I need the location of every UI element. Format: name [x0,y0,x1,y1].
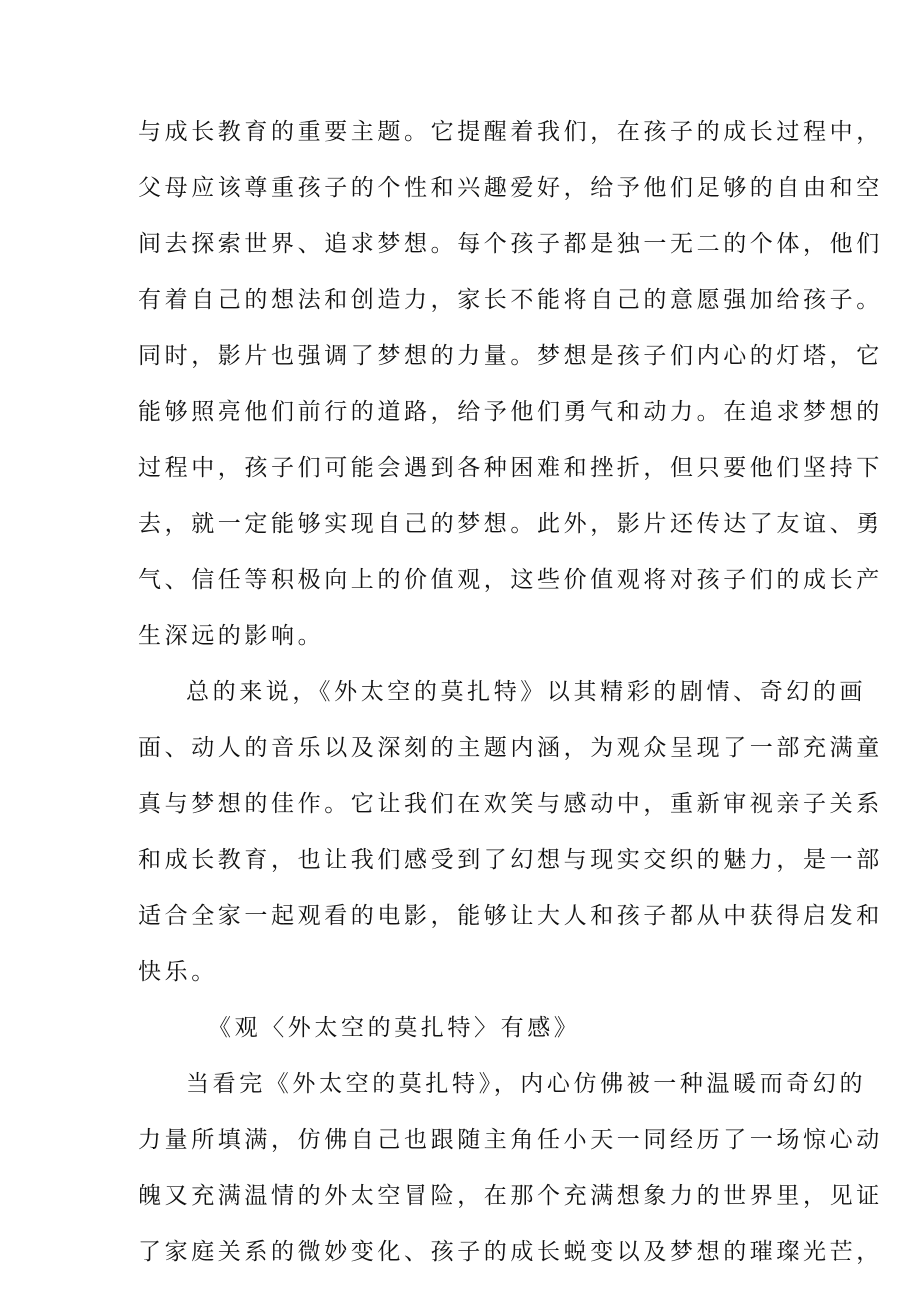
text-line: 适合全家一起观看的电影，能够让大人和孩子都从中获得启发和 [138,903,883,929]
text-line: 魄又充满温情的外太空冒险，在那个充满想象力的世界里，见证 [138,1183,883,1209]
text-line: 能够照亮他们前行的道路，给予他们勇气和动力。在追求梦想的 [138,399,883,425]
text-line: 父母应该尊重孩子的个性和兴趣爱好，给予他们足够的自由和空 [138,175,883,201]
text-line: 了家庭关系的微妙变化、孩子的成长蜕变以及梦想的璀璨光芒， [138,1239,883,1265]
text-line: 过程中，孩子们可能会遇到各种困难和挫折，但只要他们坚持下 [138,455,883,481]
paragraph-first-line: 当看完《外太空的莫扎特》，内心仿佛被一种温暖而奇幻的 [186,1071,867,1097]
text-line: 与成长教育的重要主题。它提醒着我们，在孩子的成长过程中， [138,119,883,145]
text-line: 和成长教育，也让我们感受到了幻想与现实交织的魅力，是一部 [138,847,883,873]
text-line: 力量所填满，仿佛自己也跟随主角任小天一同经历了一场惊心动 [138,1127,883,1153]
section-title: 《观〈外太空的莫扎特〉有感》 [208,1015,581,1041]
text-line: 间去探索世界、追求梦想。每个孩子都是独一无二的个体，他们 [138,231,883,257]
text-line: 有着自己的想法和创造力，家长不能将自己的意愿强加给孩子。 [138,287,883,313]
text-line: 面、动人的音乐以及深刻的主题内涵，为观众呈现了一部充满童 [138,735,883,761]
text-line: 同时，影片也强调了梦想的力量。梦想是孩子们内心的灯塔，它 [138,343,883,369]
text-line: 生深远的影响。 [138,623,325,649]
text-line: 去，就一定能够实现自己的梦想。此外，影片还传达了友谊、勇 [138,511,883,537]
text-line: 快乐。 [138,959,218,985]
text-line: 气、信任等积极向上的价值观，这些价值观将对孩子们的成长产 [138,567,883,593]
paragraph-first-line: 总的来说，《外太空的莫扎特》以其精彩的剧情、奇幻的画 [186,679,867,705]
text-line: 真与梦想的佳作。它让我们在欢笑与感动中，重新审视亲子关系 [138,791,883,817]
